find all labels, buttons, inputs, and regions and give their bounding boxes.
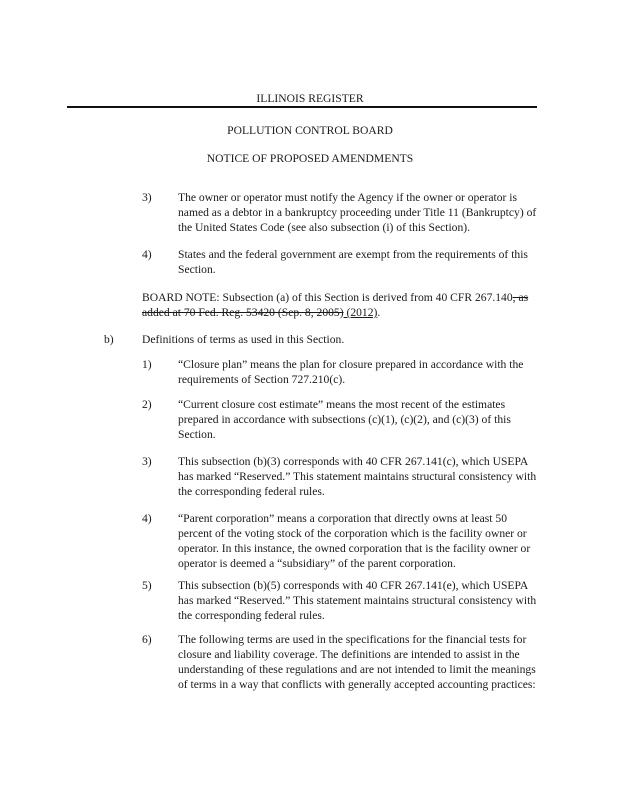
- item-b5-number: 5): [142, 579, 152, 592]
- item-b2-text: “Current closure cost estimate” means the most recent of the estimates prepared in accordance with subsections (c)(1), (c)(2), and (c)(3) of this Section.: [178, 398, 511, 441]
- section-b-label: b): [104, 333, 114, 346]
- item-a3-text: The owner or operator must notify the Agency if the owner or operator is named as a debtor in a bankruptcy proceeding under Title 11 (Bankruptcy) of the United States Code (see also subsection (i) of this Section).: [178, 191, 537, 234]
- item-b1-text: “Closure plan” means the plan for closure prepared in accordance with the requirements of Section 727.210(c).: [178, 358, 524, 386]
- item-b3-text: This subsection (b)(3) corresponds with 40 CFR 267.141(c), which USEPA has marked “Reserved.” This statement maintains structural consistency with the corresponding federal rules.: [178, 455, 537, 498]
- notice-title: NOTICE OF PROPOSED AMENDMENTS: [206, 152, 414, 165]
- board-note-suffix: .: [377, 306, 381, 319]
- header-rule: [67, 106, 537, 108]
- register-title: ILLINOIS REGISTER: [256, 92, 364, 105]
- item-b6-text: The following terms are used in the specifications for the financial tests for closure and liability coverage. The definitions are intended to assist in the understanding of these regulations and are not intended to limit the meanings of terms in a way that conflicts with generally accepted accounting practices:: [178, 633, 536, 691]
- board-title: POLLUTION CONTROL BOARD: [227, 124, 393, 137]
- board-note-inserted: (2012): [343, 306, 378, 319]
- board-note: [142, 290, 542, 320]
- item-b4-text: “Parent corporation” means a corporation that directly owns at least 50 percent of the voting stock of the corporation which is the facility owner or operator. In this instance, the owned corporation that is the facility owner or operator is deemed a “subsidiary” of the parent corporation.: [178, 512, 531, 570]
- item-a4-text: States and the federal government are exempt from the requirements of this Section.: [178, 248, 528, 276]
- item-b1-number: 1): [142, 358, 152, 371]
- item-b3-number: 3): [142, 455, 152, 468]
- item-a4-number: 4): [142, 248, 152, 261]
- item-b5-text: This subsection (b)(5) corresponds with 40 CFR 267.141(e), which USEPA has marked “Reserved.” This statement maintains structural consistency with the corresponding federal rules.: [178, 579, 537, 622]
- section-b-text: Definitions of terms as used in this Section.: [142, 333, 345, 346]
- board-note-text: BOARD NOTE: Subsection (a) of this Section is derived from 40 CFR 267.140: [142, 291, 513, 304]
- item-b4-number: 4): [142, 512, 152, 525]
- board-note-deleted: , as added at 70 Fed. Reg. 53420 (Sep. 8, 2005): [142, 291, 529, 319]
- item-b2-number: 2): [142, 398, 152, 411]
- item-b6-number: 6): [142, 633, 152, 646]
- item-a3-number: 3): [142, 191, 152, 204]
